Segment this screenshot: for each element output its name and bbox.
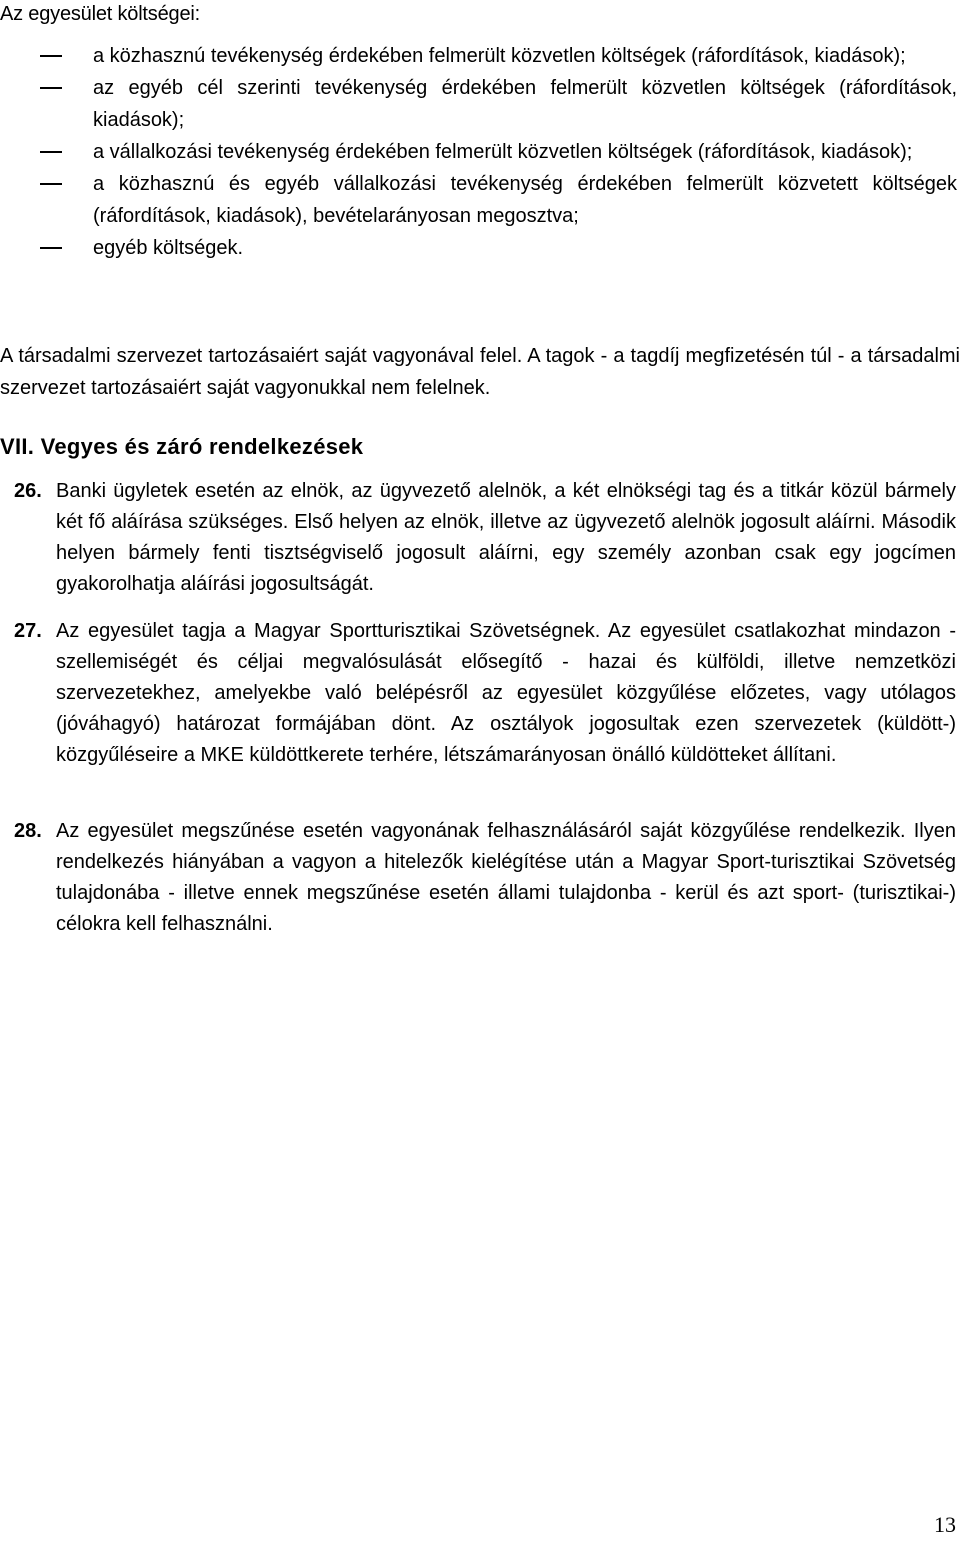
section-text: Az egyesület megszűnése esetén vagyonának felhasználásáról saját közgyűlése rendelkezik. Ilyen rendelkezés hiányában a vagyon a hitelezők kielégítése után a Magyar Sport-turisztikai Szövetség tulajdonába - illetve ennek megszűnése esetén állami tulajdonba - kerül és azt sport- (turisztikai-) célokra kell felhasználni. — [56, 820, 956, 935]
list-item — [0, 232, 957, 264]
list-item-text: egyéb költségek. — [93, 237, 244, 259]
list-item-text: az egyéb cél szerinti tevékenység érdekében felmerült közvetlen költségek (ráfordítások, kiadások); — [93, 77, 957, 131]
dash-bullet-icon — [40, 247, 62, 249]
dash-bullet-icon — [40, 151, 62, 153]
list-item-text: a vállalkozási tevékenység érdekében felmerült közvetlen költségek (ráfordítások, kiadások); — [93, 141, 913, 163]
section-number: 27. — [14, 620, 42, 642]
section-number: 26. — [14, 480, 42, 502]
cost-list — [0, 40, 960, 264]
section-title: VII. Vegyes és záró rendelkezések — [0, 434, 364, 459]
section-text: Banki ügyletek esetén az elnök, az ügyvezető alelnök, a két elnökségi tag és a titkár közül bármely két fő aláírása szükséges. Első helyen az elnök, illetve az ügyvezető alelnök jogosult aláírni. Második helyen bármely fenti tisztségviselő jogosult aláírni, egy személy azonban csak egy jogcímen gyakorolhatja aláírási jogosultságát. — [56, 480, 956, 595]
costs-heading: Az egyesület költségei: — [0, 3, 200, 25]
list-item-text: a közhasznú tevékenység érdekében felmerült közvetlen költségek (ráfordítások, kiadások); — [93, 45, 906, 67]
section-26 — [0, 476, 960, 600]
page-number: 13 — [934, 1512, 956, 1537]
dash-bullet-icon — [40, 183, 62, 185]
section-number: 28. — [14, 820, 42, 842]
section-27 — [0, 616, 960, 771]
liability-paragraph: A társadalmi szervezet tartozásaiért saját vagyonával felel. A tagok - a tagdíj megfizetésén túl - a társadalmi szervezet tartozásaiért saját vagyonukkal nem felelnek. — [0, 345, 960, 399]
list-item-text: a közhasznú és egyéb vállalkozási tevékenység érdekében felmerült közvetett költségek (ráfordítások, kiadások), bevételarányosan megosztva; — [93, 173, 957, 227]
section-28 — [0, 816, 960, 940]
section-text: Az egyesület tagja a Magyar Sportturisztikai Szövetségnek. Az egyesület csatlakozhat mindazon - szellemiségét és céljai megvalósulását elősegítő - hazai és külföldi, illetve nemzetközi szervezetekhez, amelyekbe való belépésről az egyesület közgyűlése előzetes, vagy utólagos (jóváhagyó) határozat formájában dönt. Az osztályok jogosultak ezen szervezetek (küldött-) közgyűléseire a MKE küldöttkerete terhére, létszámarányosan önálló küldötteket állítani. — [56, 620, 956, 766]
list-item — [0, 40, 957, 72]
list-item — [0, 168, 957, 232]
dash-bullet-icon — [40, 87, 62, 89]
dash-bullet-icon — [40, 55, 62, 57]
list-item — [0, 72, 957, 136]
list-item — [0, 136, 957, 168]
